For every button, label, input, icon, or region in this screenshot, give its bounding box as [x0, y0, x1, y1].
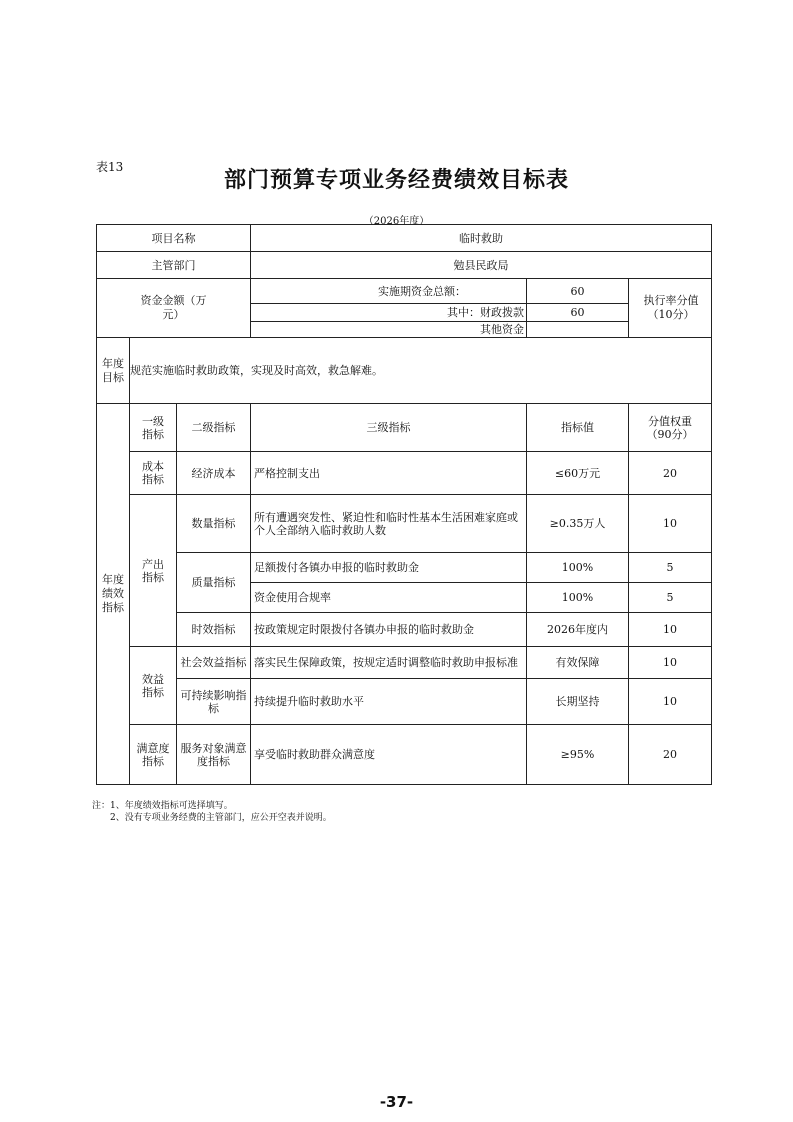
- performance-table: [96, 224, 712, 785]
- level2-cell: 数量指标: [177, 495, 251, 553]
- score-cell: 10: [629, 679, 712, 725]
- level1-cell: 效益指标: [130, 647, 177, 725]
- score-cell: 5: [629, 553, 712, 583]
- level3-cell: 所有遭遇突发性、紧迫性和临时性基本生活困难家庭或个人全部纳入临时救助人数: [251, 495, 527, 553]
- funds-fiscal-label: 其中：财政拨款: [251, 304, 527, 322]
- funds-other-label: 其他资金: [251, 322, 527, 338]
- level1-cell: 满意度指标: [130, 725, 177, 785]
- table-row: [97, 495, 712, 553]
- indicator-header-row: [97, 404, 712, 452]
- year-label: （2026年度）: [363, 216, 430, 227]
- value-cell: ≤60万元: [527, 452, 629, 495]
- project-name-row: [97, 225, 712, 252]
- department-row: [97, 252, 712, 279]
- value-cell: ≥95%: [527, 725, 629, 785]
- level3-cell: 享受临时救助群众满意度: [251, 725, 527, 785]
- footnote-2: 2、没有专项业务经费的主管部门，应公开空表并说明。: [110, 813, 332, 823]
- value-cell: 有效保障: [527, 647, 629, 679]
- score-cell: 10: [629, 647, 712, 679]
- score-cell: 20: [629, 452, 712, 495]
- page-title: 部门预算专项业务经费绩效目标表: [223, 168, 569, 193]
- department-value: 勉县民政局: [251, 252, 712, 279]
- level2-cell: 服务对象满意度指标: [177, 725, 251, 785]
- funds-other-value: [527, 322, 629, 338]
- funds-total-row: [97, 279, 712, 304]
- annual-goal-text: 规范实施临时救助政策，实现及时高效，救急解难。: [130, 338, 712, 404]
- header-level1: 一级指标: [130, 404, 177, 452]
- value-cell: 2026年度内: [527, 613, 629, 647]
- value-cell: 100%: [527, 583, 629, 613]
- table-row: [97, 679, 712, 725]
- page-number: -37-: [379, 1093, 414, 1111]
- table-row: [97, 725, 712, 785]
- value-cell: ≥0.35万人: [527, 495, 629, 553]
- table-row: [97, 647, 712, 679]
- level1-cell: 产出指标: [130, 495, 177, 647]
- footnote-1: 注：1、年度绩效指标可选择填写。: [92, 801, 233, 811]
- footnotes: [92, 800, 332, 824]
- level3-cell: 落实民生保障政策，按规定适时调整临时救助申报标准: [251, 647, 527, 679]
- score-cell: 20: [629, 725, 712, 785]
- annual-goal-label: 年度目标: [97, 338, 130, 404]
- table-row: [97, 553, 712, 583]
- project-name-value: 临时救助: [251, 225, 712, 252]
- funds-fiscal-value: 60: [527, 304, 629, 322]
- level3-cell: 资金使用合规率: [251, 583, 527, 613]
- level3-cell: 严格控制支出: [251, 452, 527, 495]
- score-cell: 5: [629, 583, 712, 613]
- value-cell: 100%: [527, 553, 629, 583]
- header-level3: 三级指标: [251, 404, 527, 452]
- level2-cell: 时效指标: [177, 613, 251, 647]
- level3-cell: 持续提升临时救助水平: [251, 679, 527, 725]
- funds-label: 资金金额（万元）: [97, 279, 251, 338]
- table-row: [97, 452, 712, 495]
- funds-total-label: 实施期资金总额：: [251, 279, 527, 304]
- level1-cell: 成本指标: [130, 452, 177, 495]
- execution-rate-label: 执行率分值（10分）: [629, 279, 712, 338]
- level3-cell: 足额拨付各镇办申报的临时救助金: [251, 553, 527, 583]
- table-row: [97, 613, 712, 647]
- score-cell: 10: [629, 495, 712, 553]
- level3-cell: 按政策规定时限拨付各镇办申报的临时救助金: [251, 613, 527, 647]
- level2-cell: 经济成本: [177, 452, 251, 495]
- header-score: 分值权重（90分）: [629, 404, 712, 452]
- department-label: 主管部门: [97, 252, 251, 279]
- project-name-label: 项目名称: [97, 225, 251, 252]
- table-number: 表13: [96, 160, 124, 174]
- value-cell: 长期坚持: [527, 679, 629, 725]
- header-level2: 二级指标: [177, 404, 251, 452]
- level2-cell: 质量指标: [177, 553, 251, 613]
- funds-total-value: 60: [527, 279, 629, 304]
- annual-goal-row: [97, 338, 712, 404]
- indicator-section-label: 年度绩效指标: [97, 404, 130, 785]
- header-value: 指标值: [527, 404, 629, 452]
- level2-cell: 可持续影响指标: [177, 679, 251, 725]
- level2-cell: 社会效益指标: [177, 647, 251, 679]
- score-cell: 10: [629, 613, 712, 647]
